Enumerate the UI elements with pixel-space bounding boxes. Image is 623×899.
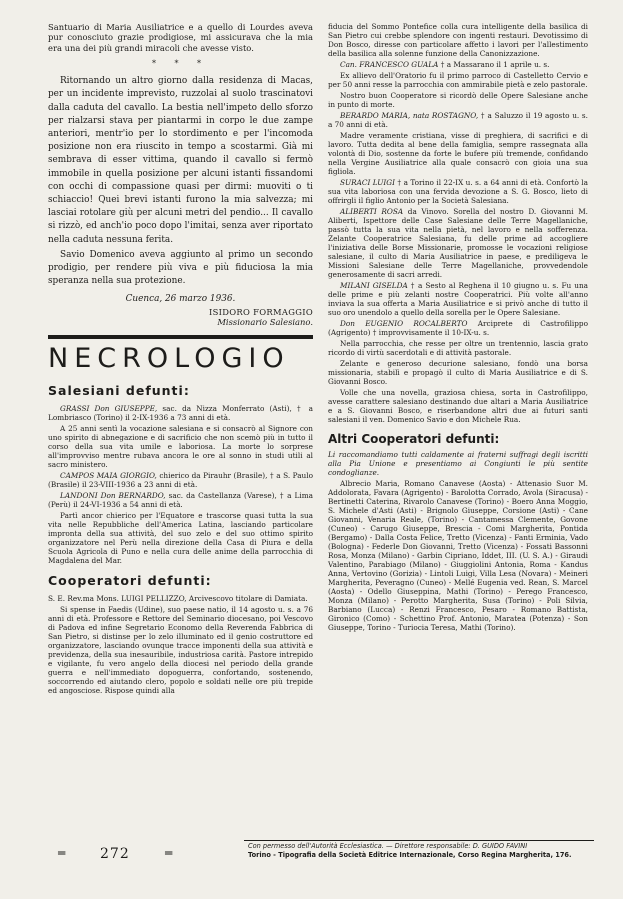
story-paragraph-2: Savio Domenico aveva aggiunto al primo un secondo prodigio, per rendere più viva e più fiduciosa la mia speranza nella sua protezione. (48, 249, 313, 287)
obituary-grassi: GRASSI Don GIUSEPPE, sac. da Nizza Monferrato (Asti), † a Lombriasco (Torino) il 2-IX-1936 a 73 anni di età. (48, 403, 313, 422)
footer-dash-right: ═ (165, 846, 173, 860)
section-separator: * * * (151, 58, 210, 68)
obituary-aliberti: ALIBERTI ROSA da Vinovo. Sorella del nostro D. Giovanni M. Aliberti, Ispettore delle Case Salesiane delle Terre Magellaniche, passò tutta la sua vita nella pietà, nel lavoro e nella sofferenza. Zelante Cooperatrice Salesiana, fu delle prime ad accogliere l'iniziativa delle Borse Missionarie, promosse le vocazioni religiose salesiane, il culto di Maria Ausiliatrice in paese, e prediligeva le Missioni Salesiane delle Terre Magellaniche, provvedendole generosamente di sacri arredi. (328, 207, 588, 279)
altri-list: Albrecio Maria, Romano Canavese (Aosta) - Attenasio Suor M. Addolorata, Favara (Agrigento) - Barolotta Corrado, Avola (Siracusa) - Bertinetti Caterina, Rivarolo Canavese (Torino) - Boero Anna Moggio, S. Michele d'Asti (Asti) - Brignolo Giuseppe, Corsione (Asti) - Cane Giovanni, Venaria Reale, (Torino) - Cantamessa Clemente, Govone (Cuneo) - Carugo Giuseppe, Brescia - Comi Margherita, Pontida (Bergamo) - Dalla Costa Felice, Tretto (Vicenza) - Fanti Erminia, Vado (Bologna) - Federle Don Giovanni, Tretto (Vicenza) - Fossati Bassonni Rosa, Monza (Milano) - Garbin Cipriano, Iddet, III. (U. S. A.) - Giraudi Valentino, Parabiago (Milano) - Giuggiolini Antonia, Roma - Kandus Anna, Vertovino (Gorizia) - Lintoli Luigi, Villa Lesa (Novara) - Meineri Margherita, Peveragno (Cuneo) - Mellé Eugenia ved. Rean, S. Marcel (Aosta) - Odello Giuseppina, Mathi (Torino) - Perego Francesco, Monza (Milano) - Perotto Margherita, Susa (Torino) - Poli Silvia, Barbiano (Lucca) - Renzi Francesco, Pesaro - Romano Battista, Gironico (Como) - Schettino Prof. Antonio, Maratea (Potenza) - Son Giuseppe, Torino - Turiocia Teresa, Mathi (Torino). (328, 479, 588, 632)
altri-intro: Li raccomandiamo tutti caldamente ai fraterni suffragi degli iscritti alla Pia Unione e presentiamo ai Congiunti le più sentite condoglianze. (328, 450, 588, 477)
intro-paragraph: Santuario di Maria Ausiliatrice e a quello di Lourdes aveva pur conosciuto grazie prodigiose, mi assicurava che la mia era una dei più grandi miracoli che avesse visto. (48, 22, 313, 53)
obituary-text: A 25 anni sentì la vocazione salesiana e si consacrò al Signore con uno spirito di abnegazione e di sacrificio che non scemò più in tutto il corso della sua vita umile e laboriosa. La morte lo sorprese all'improvviso mentre rubava ancora le ore al sonno in studi utili al sacro ministero. (48, 423, 313, 469)
cooperatori-heading: Cooperatori defunti: (48, 572, 212, 588)
obituary-berardo: BERARDO MARIA, nata ROSTAGNO, † a Saluzzo il 19 agosto u. s. a 70 anni di età. (328, 111, 588, 129)
story-paragraph: Ritornando un altro giorno dalla residenza di Macas, per un incidente imprevisto, ruzzolai al suolo trascinatovi dalla caduta del cavallo. La bestia nell'impeto dello sforzo per rialzarsi stava per piantarmi in corpo le due zampe anteriori, mentr'io per lo stordimento e per l'incomoda posizione non era riuscito in tempo a scostarmi. Già mi sembrava di esser vittima, quando il cavallo si fermò immobile in quella posizione per alcuni istanti fissandomi con occhi di compassione quasi per dirmi: muoviti o ti schiaccio! Quei brevi istanti furono la mia salvezza; mi lasciai rotolare giù per alcuni metri del pendio... Il cavallo si rizzò, ed anch'io poco dopo l'imitai, senza aver riportato nella caduta nessuna ferita. (48, 76, 313, 245)
signature-title: Missionario Salesiano. (217, 316, 313, 327)
footer-line-1: Con permesso dell'Autorità Ecclesiastica. — Direttore responsabile: D. GUIDO FAVINI (248, 842, 528, 850)
obituary-guala: Can. FRANCESCO GUALA † a Massarano il 1 aprile u. s. (340, 60, 550, 69)
obituary-name: Don EUGENIO ROCALBERTO (340, 319, 468, 328)
obituary-text: Zelante e generoso decurione salesiano, fondò una borsa missionaria, stabilì e propagò il culto di Maria Ausiliatrice e di S. Giovanni Bosco. (328, 359, 588, 386)
obituary-name: ALIBERTI ROSA (340, 207, 404, 216)
obituary-name: LANDONI Don BERNARDO, (60, 490, 166, 500)
obituary-name: MILANI GISELDA (340, 281, 408, 290)
necrologio-heading: NECROLOGIO (48, 342, 290, 374)
letter-date: Cuenca, 26 marzo 1936. (125, 294, 236, 305)
salesiani-heading: Salesiani defunti: (48, 382, 190, 398)
obituary-text: Nella parrocchia, che resse per oltre un trentennio, lascia grato ricordo di virtù sacerdotali e di attività pastorale. (328, 339, 588, 357)
footer-line-2: Torino - Tipografia della Società Editrice Internazionale, Corso Regina Margherita, 176. (248, 851, 572, 859)
obituary-text: Nostro buon Cooperatore si ricordò delle Opere Salesiane anche in punto di morte. (328, 91, 588, 109)
left-column (48, 22, 313, 697)
footer-rule (244, 840, 594, 841)
footer-imprint (248, 842, 593, 860)
pellizzo-heading: S. E. Rev.ma Mons. LUIGI PELLIZZO, Arcivescovo titolare di Damiata. (48, 593, 308, 603)
obituary-name: GRASSI Don GIUSEPPE, (60, 403, 158, 413)
obituary-name: Can. FRANCESCO GUALA (340, 60, 439, 69)
obituary-text: Madre veramente cristiana, visse di preghiera, di sacrifici e di lavoro. Tutta dedita al bene della famiglia, sempre rassegnata alla volontà di Dio, sostenne da forte le bufere più tremende, confidando nella Vergine Ausiliatrice alla quale consacrò con gioia una sua figliola. (328, 131, 588, 176)
obituary-text: Ex allievo dell'Oratorio fu il primo parroco di Castelletto Cervio e per 50 anni resse la parrocchia con ammirabile pietà e zelo pastorale. (328, 71, 588, 89)
obituary-milani: MILANI GISELDA † a Sesto al Reghena il 10 giugno u. s. Fu una delle prime e più zelanti nostre Cooperatrici. Più volte all'anno inviava la sua offerta a Maria Ausiliatrice e si privò anche di tutto il suo oro unendolo a quello della sorella per le Opere Salesiane. (328, 281, 588, 317)
obituary-text: Si spense in Faedis (Udine), suo paese natio, il 14 agosto u. s. a 76 anni di età. Professore e Rettore del Seminario diocesano, poi Vescovo di Padova ed infine Segretario Economo della Reverenda Fabbrica di San Pietro, si distinse per lo zelo illuminato ed il genio costruttore ed organizzatore, lasciando ovunque tracce imponenti della sua attività e previdenza, della sua inesauribile, industriosa carità. Pastore intrepido e vigilante, fu vero angelo della diocesi nel periodo della grande guerra e nell'immediato dopoguerra, confortando, sostenendo, soccorrendo ed aiutando clero, popolo e soldati nelle ore più trepide ed angosciose. Rispose quindi alla (48, 604, 313, 695)
obituary-text: Partì ancor chierico per l'Equatore e trascorse quasi tutta la sua vita nelle Repubbliche dell'America Latina, lasciando particolare impronta della sua attività, del suo zelo e del suo ottimo spirito organizzatore nel Perù nella direzione della Casa di Piura e della Scuola Agricola di Puno e nella cura delle anime della parrocchia di Magdalena del Mar. (48, 510, 313, 565)
obituary-suraci: SURACI LUIGI † a Torino il 22-IX u. s. a 64 anni di età. Confortò la sua vita laboriosa con una fervida devozione a S. G. Bosco, lieto di offrirgli il figlio Antonio per la Società Salesiana. (328, 178, 588, 205)
obituary-landoni: LANDONI Don BERNARDO, sac. da Castellanza (Varese), † a Lima (Perù) il 24-VI-1936 a 54 anni di età. (48, 490, 313, 509)
obituary-text: Volle che una novella, graziosa chiesa, sorta in Castrofilippo, avesse carattere salesiano destinando due altari a Maria Ausiliatrice e a S. Giovanni Bosco, e riserbandone altri due ai futuri santi salesiani il ven. Domenico Savio e don Michele Rua. (328, 388, 588, 424)
footer-dash-left: ═ (58, 846, 66, 860)
obituary-campos: CAMPOS MAIA GIORGIO, chierico da Pirauhr (Brasile), † a S. Paulo (Brasile) il 23-VIII-1936 a 23 anni di età. (48, 470, 313, 489)
right-column (328, 22, 588, 634)
obituary-name: BERARDO MARIA, nata ROSTAGNO, (340, 111, 479, 120)
obituary-name: SURACI LUIGI (340, 178, 395, 187)
page-number: 272 (100, 846, 130, 862)
obituary-rocalberto: Don EUGENIO ROCALBERTO Arciprete di Castrofilippo (Agrigento) † improvvisamente il 10-IX-u. s. (328, 319, 589, 337)
obituary-name: CAMPOS MAIA GIORGIO, (60, 470, 157, 480)
section-rule (48, 335, 313, 339)
signature-name: ISIDORO FORMAGGIO (208, 306, 313, 317)
altri-heading: Altri Cooperatori defunti: (328, 432, 500, 446)
continued-paragraph: fiducia del Sommo Pontefice colla cura intelligente della basilica di San Pietro cui crebbe splendore con ingenti restauri. Devotissimo di Don Bosco, diresse con particolare affetto i lavori per l'allestimento della basilica alla solenne funzione della Canonizzazione. (328, 22, 588, 58)
